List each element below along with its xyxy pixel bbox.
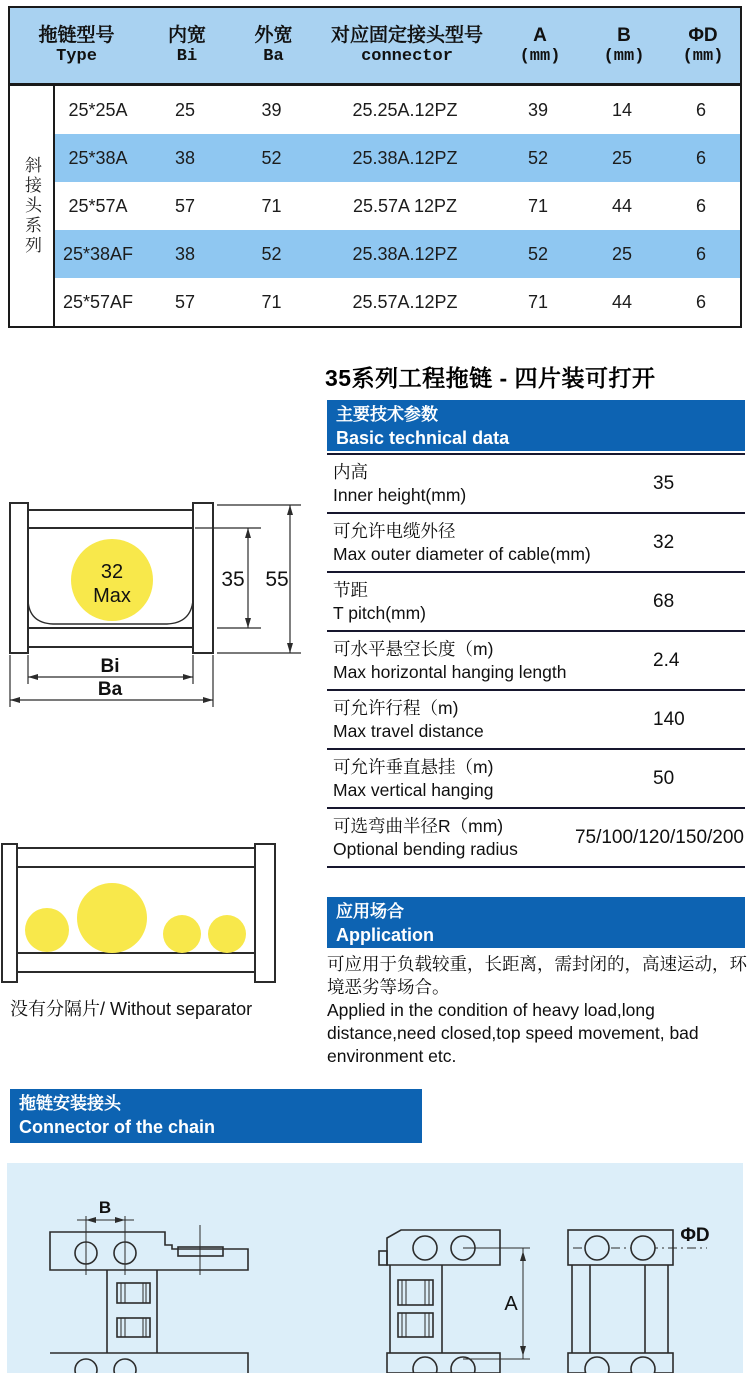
page-title: 35系列工程拖链 - 四片装可打开 (325, 365, 656, 391)
tech-row: 节距 T pitch(mm) 68 (327, 573, 745, 632)
tech-value: 140 (653, 708, 685, 730)
col-header-inner-width: 内宽 Bi (167, 24, 206, 66)
tech-value: 35 (653, 472, 675, 494)
tech-value: 75/100/120/150/200 (574, 826, 744, 848)
series-label: 斜接头系列 (22, 156, 41, 256)
tech-row: 可允许电缆外径 Max outer diameter of cable(mm) 32 (327, 514, 745, 573)
tech-data-banner: 主要技术参数 Basic technical data (327, 400, 745, 451)
application-text-en: Applied in the condition of heavy load,long distance,need closed,top speed movement, bad environment etc. (327, 999, 699, 1066)
series-label-column (10, 86, 55, 326)
spec-table (8, 6, 742, 328)
table-row: 25*25A 25 39 25.25A.12PZ 39 14 6 (55, 86, 740, 134)
application-banner: 应用场合 Application (327, 897, 745, 948)
application-text (327, 953, 750, 1068)
outer-width-dim: Ba (97, 679, 123, 700)
col-header-outer-width: 外宽 Ba (254, 24, 293, 66)
tech-row: 可允许垂直悬挂（m) Max vertical hanging 50 (327, 750, 745, 809)
table-row: 25*38AF 38 52 25.38A.12PZ 52 25 6 (55, 230, 740, 278)
tech-row: 可允许行程（m) Max travel distance 140 (327, 691, 745, 750)
tech-data-table (327, 453, 745, 868)
cable-max-label: Max (93, 585, 131, 607)
col-header-d: ΦD (mm) (682, 24, 724, 66)
tech-value: 32 (653, 531, 675, 553)
outer-height-dim: 55 (265, 568, 289, 591)
cross-section-diagram (5, 490, 310, 718)
connector-drawings (7, 1163, 743, 1373)
table-row: 25*38A 38 52 25.38A.12PZ 52 25 6 (55, 134, 740, 182)
tech-row: 内高 Inner height(mm) 35 (327, 455, 745, 514)
dim-b-label: B (98, 1198, 112, 1217)
inner-width-dim: Bi (100, 656, 120, 677)
tech-row: 可选弯曲半径R（mm) Optional bending radius 75/100/120/150/200 (327, 809, 745, 868)
application-text-zh: 可应用于负载较重，长距离，需封闭的，高速运动，环境恶劣等场合。 (327, 954, 747, 997)
without-separator-diagram (0, 838, 290, 988)
connector-drawings-panel (7, 1163, 743, 1373)
connector-banner: 拖链安装接头 Connector of the chain (10, 1089, 422, 1143)
table-row: 25*57A 57 71 25.57A 12PZ 71 44 6 (55, 182, 740, 230)
tech-value: 68 (653, 590, 675, 612)
tech-row: 可水平悬空长度（m) Max horizontal hanging length 2.4 (327, 632, 745, 691)
col-header-type: 拖链型号 Type (38, 24, 115, 66)
cable-circles (25, 883, 246, 953)
col-header-a: A (mm) (519, 24, 561, 66)
tech-value: 50 (653, 767, 675, 789)
table-row: 25*57AF 57 71 25.57A.12PZ 71 44 6 (55, 278, 740, 326)
tech-value: 2.4 (653, 649, 680, 671)
separator-caption: 没有分隔片/ Without separator (10, 999, 253, 1019)
dim-d-label: ΦD (680, 1225, 710, 1246)
cable-diameter-label: 32 (100, 561, 124, 583)
dim-a-label: A (504, 1293, 518, 1315)
inner-height-dim: 35 (221, 568, 245, 591)
col-header-b: B (mm) (603, 24, 645, 66)
col-header-connector: 对应固定接头型号 connector (330, 24, 483, 66)
spec-table-header (10, 8, 740, 86)
